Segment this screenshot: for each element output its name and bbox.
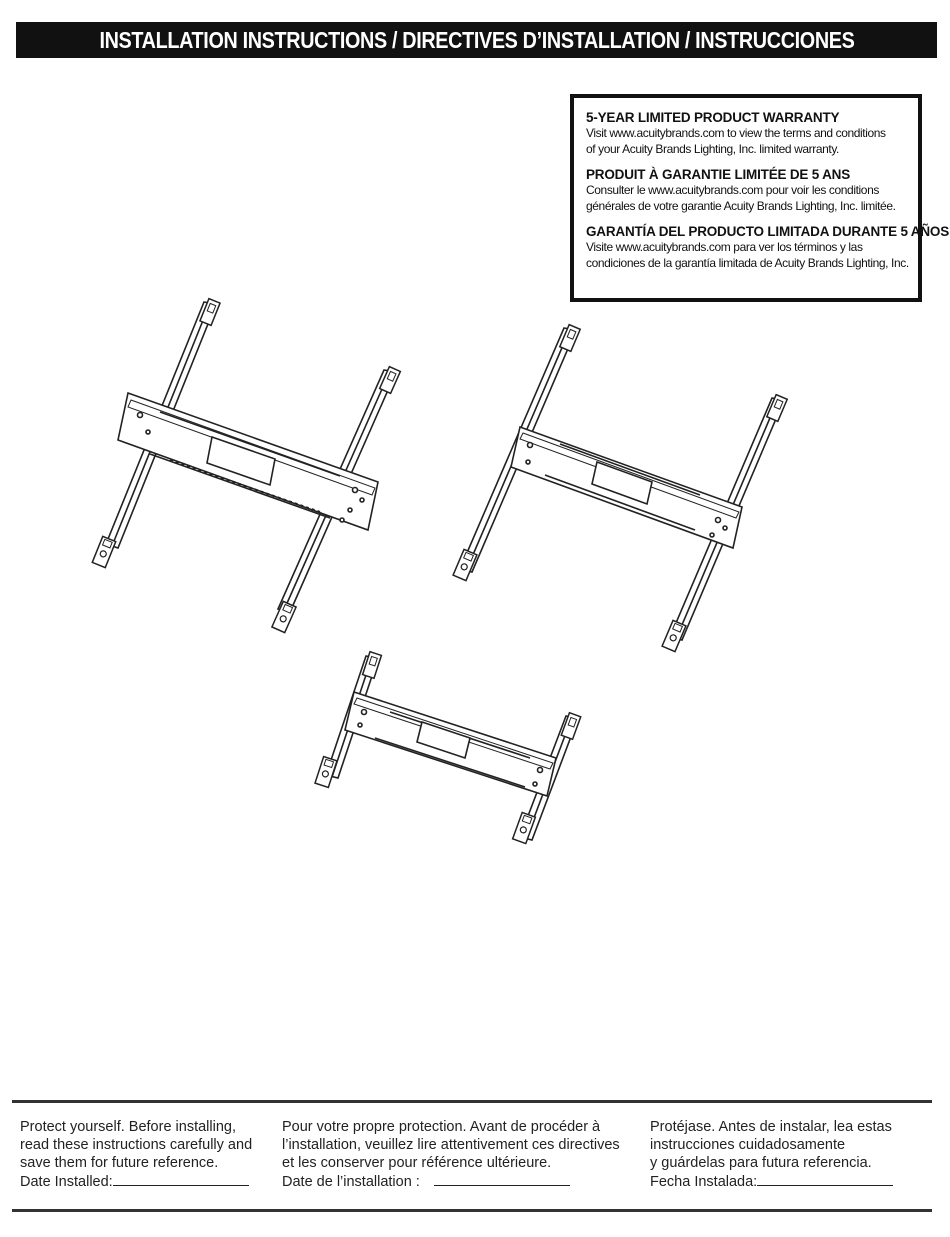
page-title: INSTALLATION INSTRUCTIONS / DIRECTIVES D’INSTALLATION / INSTRUCCIONES xyxy=(98,26,854,53)
bracket-large xyxy=(92,299,400,633)
date-installed-blank[interactable] xyxy=(757,1172,893,1186)
bracket-medium xyxy=(453,325,787,652)
warranty-text: Consulter le www.acuitybrands.com pour voir les conditions xyxy=(586,183,879,197)
date-installed-row xyxy=(650,1172,930,1191)
warranty-text: générales de votre garantie Acuity Brands Lighting, Inc. limitée. xyxy=(586,199,896,213)
warranty-text: condiciones de la garantía limitada de Acuity Brands Lighting, Inc. xyxy=(586,256,909,270)
footer-french xyxy=(282,1118,642,1191)
warranty-text: of your Acuity Brands Lighting, Inc. limited warranty. xyxy=(586,142,839,156)
date-installed-label: Date Installed: xyxy=(20,1174,113,1190)
date-installed-blank[interactable] xyxy=(434,1172,570,1186)
date-installed-row xyxy=(282,1172,642,1191)
date-installed-label: Date de l’installation : xyxy=(282,1174,420,1190)
date-installed-blank[interactable] xyxy=(113,1172,249,1186)
footer-text: save them for future reference. xyxy=(20,1155,219,1171)
warranty-heading: 5-YEAR LIMITED PRODUCT WARRANTY xyxy=(586,110,840,125)
footer-text: instrucciones cuidadosamente xyxy=(650,1137,846,1153)
footer-text: et les conserver pour référence ultérieure. xyxy=(282,1155,552,1171)
footer-english xyxy=(20,1118,275,1191)
footer-text: Protéjase. Antes de instalar, lea estas xyxy=(650,1119,892,1135)
footer-text: read these instructions carefully and xyxy=(20,1137,253,1153)
warranty-heading: PRODUIT À GARANTIE LIMITÉE DE 5 ANS xyxy=(586,167,851,182)
footer-instructions xyxy=(12,1100,932,1212)
warranty-text: Visite www.acuitybrands.com para ver los términos y las xyxy=(586,240,863,254)
warranty-heading: GARANTÍA DEL PRODUCTO LIMITADA DURANTE 5 AÑOS xyxy=(586,224,950,239)
footer-spanish xyxy=(650,1118,930,1191)
footer-text: l’installation, veuillez lire attentivement ces directives xyxy=(282,1137,620,1153)
date-installed-label: Fecha Instalada: xyxy=(650,1174,758,1190)
footer-text: Pour votre propre protection. Avant de procéder à xyxy=(282,1119,601,1135)
bracket-small xyxy=(315,652,581,844)
footer-text: y guárdelas para futura referencia. xyxy=(650,1155,872,1171)
warranty-text: Visit www.acuitybrands.com to view the terms and conditions xyxy=(586,126,886,140)
date-installed-row xyxy=(20,1172,275,1191)
footer-text: Protect yourself. Before installing, xyxy=(20,1119,236,1135)
